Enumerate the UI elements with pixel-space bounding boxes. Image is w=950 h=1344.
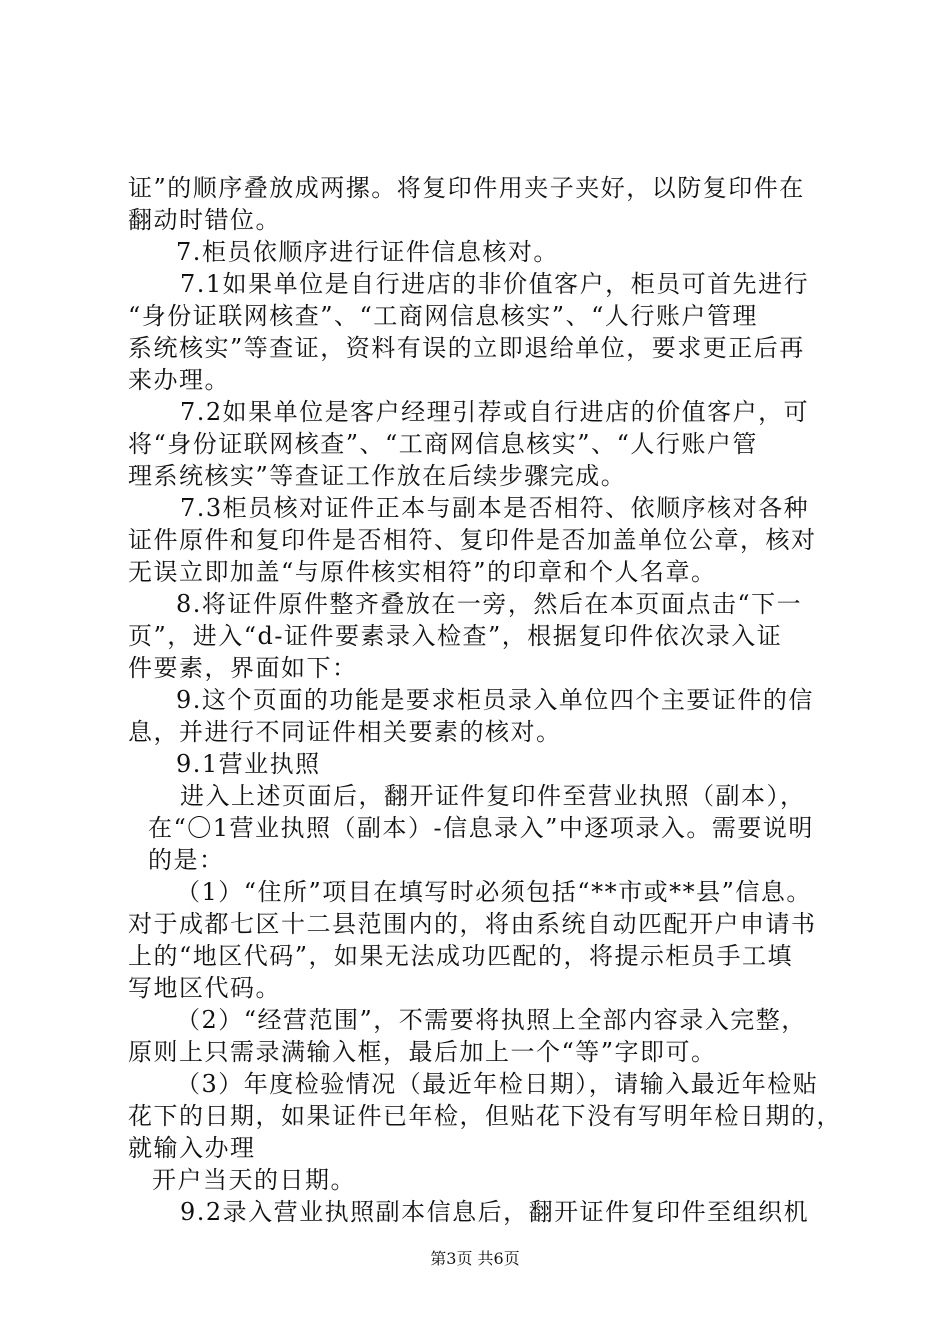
page-footer bbox=[0, 1246, 950, 1269]
text-line: （3）年度检验情况（最近年检日期），请输入最近年检贴 bbox=[176, 1070, 819, 1098]
text-line: 系统核实”等查证，资料有误的立即退给单位，要求更正后再 bbox=[128, 334, 805, 362]
text-line: 7.3柜员核对证件正本与副本是否相符、依顺序核对各种 bbox=[180, 494, 810, 522]
text-line: 写地区代码。 bbox=[128, 974, 281, 1002]
text-line: 理系统核实”等查证工作放在后续步骤完成。 bbox=[128, 462, 627, 490]
text-line: 无误立即加盖“与原件核实相符”的印章和个人名章。 bbox=[128, 558, 717, 586]
text-line: 花下的日期，如果证件已年检，但贴花下没有写明年检日期的， bbox=[128, 1102, 842, 1130]
text-line: 7.2如果单位是客户经理引荐或自行进店的价值客户，可 bbox=[180, 398, 810, 426]
text-line: 来办理。 bbox=[128, 366, 230, 394]
text-line: 就输入办理 bbox=[128, 1134, 256, 1162]
text-line: 证”的顺序叠放成两摞。将复印件用夹子夹好，以防复印件在 bbox=[128, 174, 805, 202]
text-line: 进入上述页面后，翻开证件复印件至营业执照（副本）， bbox=[180, 782, 806, 810]
text-line: 原则上只需录满输入框，最后加上一个“等”字即可。 bbox=[128, 1038, 717, 1066]
page-number-label: 第3页 共6页 bbox=[430, 1249, 520, 1268]
text-line: （1）“住所”项目在填写时必须包括“**市或**县”信息。 bbox=[176, 878, 812, 906]
text-line: 对于成都七区十二县范围内的，将由系统自动匹配开户申请书 bbox=[128, 910, 817, 938]
text-line: 件要素，界面如下： bbox=[128, 654, 358, 682]
text-line: 的是： bbox=[148, 846, 225, 874]
text-line: 7.1如果单位是自行进店的非价值客户，柜员可首先进行 bbox=[180, 270, 810, 298]
document-body bbox=[128, 172, 848, 1228]
text-line: 8.将证件原件整齐叠放在一旁，然后在本页面点击“下一 bbox=[176, 590, 803, 618]
text-line: 将“身份证联网核查”、“工商网信息核实”、“人行账户管 bbox=[128, 430, 758, 458]
text-line: 7.柜员依顺序进行证件信息核对。 bbox=[176, 238, 559, 266]
text-line: 翻动时错位。 bbox=[128, 206, 281, 234]
text-line: 页”，进入“d-证件要素录入检查”，根据复印件依次录入证 bbox=[128, 622, 783, 650]
text-line: 在“〇1营业执照（副本）-信息录入”中逐项录入。需要说明 bbox=[148, 814, 814, 842]
text-line: 上的“地区代码”，如果无法成功匹配的，将提示柜员手工填 bbox=[128, 942, 794, 970]
text-line: 9.1营业执照 bbox=[176, 750, 321, 778]
text-line: 息，并进行不同证件相关要素的核对。 bbox=[128, 718, 562, 746]
text-line: “身份证联网核查”、“工商网信息核实”、“人行账户管理 bbox=[128, 302, 758, 330]
text-line: 9.2录入营业执照副本信息后，翻开证件复印件至组织机 bbox=[180, 1198, 810, 1226]
text-line: 9.这个页面的功能是要求柜员录入单位四个主要证件的信 bbox=[176, 686, 814, 714]
text-line: 证件原件和复印件是否相符、复印件是否加盖单位公章，核对 bbox=[128, 526, 817, 554]
text-line: （2）“经营范围”，不需要将执照上全部内容录入完整， bbox=[176, 1006, 807, 1034]
text-line: 开户当天的日期。 bbox=[152, 1166, 356, 1194]
